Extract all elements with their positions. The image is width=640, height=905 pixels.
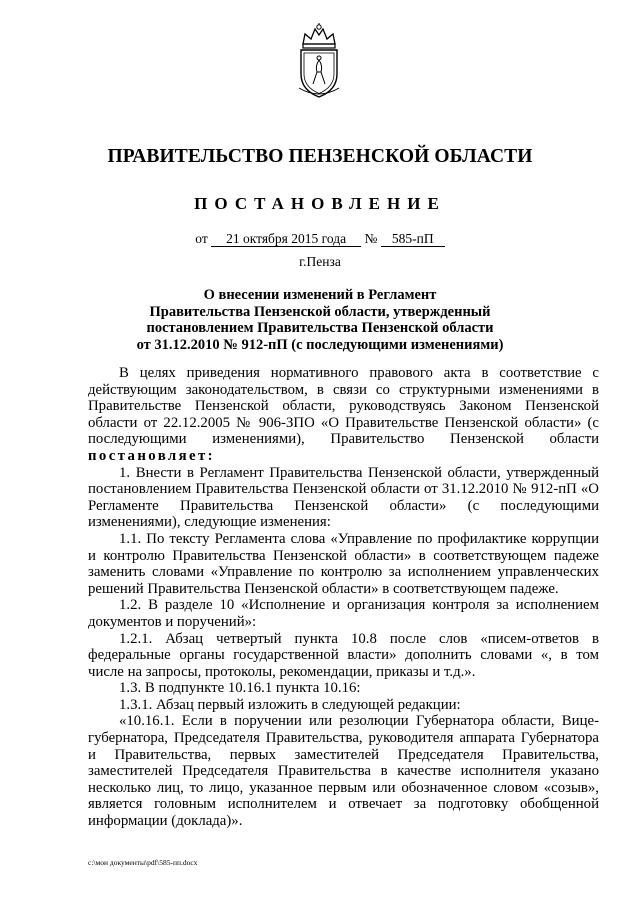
file-path-footer: c:\мои документы\pdf\585-пп.docx — [88, 858, 198, 867]
document-date: 21 октября 2015 года — [211, 232, 361, 247]
number-sign: № — [364, 231, 378, 246]
title-line: постановлением Правительства Пензенской области — [146, 320, 494, 336]
item-paragraph: «10.16.1. Если в поручении или резолюции Губернатора области, Вице-губернатора, Председателя Правительства, руководителя аппарата Губернатора и Правительства, первых заместителей Председателя Правительства, заместителей Председателя Правительства в качестве исполнителя указано несколько лиц, то лицо, указанное первым или обозначенное словом «созыв», является головным исполнителем и отвечает за подготовку обобщенной информации (доклада)». — [88, 713, 599, 830]
document-title — [100, 287, 540, 353]
item-paragraph: 1.1. По тексту Регламента слова «Управление по профилактике коррупции и контролю Правительства Пензенской области» в соответствующем падеже заменить словами «Управление по контролю за исполнением управленческих решений Правительства Пензенской области» в соответствующем падеже. — [88, 530, 599, 597]
preamble-text: В целях приведения нормативного правового акта в соответствие с действующим законодательством, в связи со структурными изменениями в Правительстве Пензенской области, руководствуясь Законом Пензенской области от 22.12.2005 № 906-ЗПО «О Правительстве Пензенской области» (с последующими изменениями), Правительство Пензенской области — [88, 365, 599, 448]
title-line: О внесении изменений в Регламент — [203, 287, 437, 303]
document-type: ПОСТАНОВЛЕНИЕ — [194, 194, 446, 213]
preamble-paragraph — [88, 365, 599, 465]
government-name: ПРАВИТЕЛЬСТВО ПЕНЗЕНСКОЙ ОБЛАСТИ — [107, 146, 533, 167]
title-line: от 31.12.2010 № 912-пП (с последующими изменениями) — [136, 336, 504, 353]
coat-of-arms-icon — [289, 22, 349, 102]
city: г.Пенза — [299, 254, 341, 269]
title-line: Правительства Пензенской области, утвержденный — [149, 303, 491, 320]
item-paragraph: 1. Внести в Регламент Правительства Пензенской области, утвержденный постановлением Правительства Пензенской области от 31.12.2010 № 912-пП «О Регламенте Правительства Пензенской области» (с последующими изменениями), следующие изменения: — [88, 464, 599, 531]
item-paragraph: 1.2. В разделе 10 «Исполнение и организация контроля за исполнением документов и поручений»: — [88, 597, 599, 630]
document-number: 585-пП — [381, 232, 445, 247]
document-body — [88, 365, 599, 830]
decree-word: постановляет: — [88, 447, 215, 464]
item-paragraph: 1.3.1. Абзац первый изложить в следующей редакции: — [119, 696, 461, 713]
item-paragraph: 1.3. В подпункте 10.16.1 пункта 10.16: — [119, 680, 361, 697]
date-number-line — [0, 231, 640, 247]
item-paragraph: 1.2.1. Абзац четвертый пункта 10.8 после слов «писем-ответов в федеральные органы государственной власти» дополнить словами «, в том числе на запросы, протоколы, рекомендации, приказы и т.д.». — [88, 630, 599, 680]
date-prefix: от — [195, 231, 208, 246]
